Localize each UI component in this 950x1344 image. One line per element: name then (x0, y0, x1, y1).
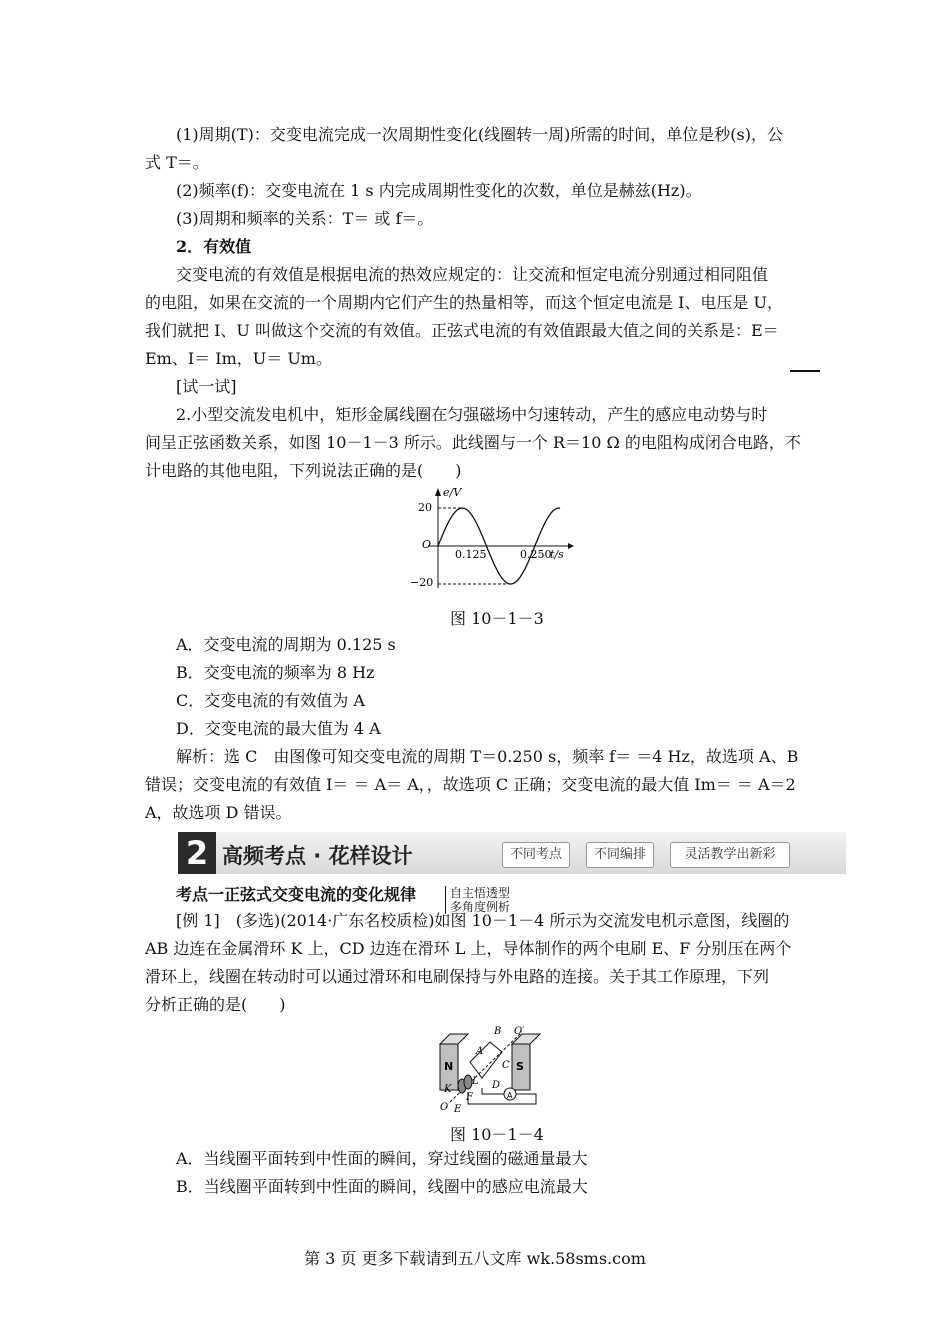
section-banner (178, 832, 846, 874)
text-line: 的电阻，如果在交流的一个周期内它们产生的热量相等，而这个恒定电流是 I、电压是 U， (145, 293, 783, 312)
x-axis-arrow (568, 543, 574, 549)
x-axis-label: t/s (550, 548, 564, 561)
banner-title: 高频考点 · 花样设计 (222, 844, 413, 868)
option-a: A．当线圈平面转到中性面的瞬间，穿过线圈的磁通量最大 (176, 1149, 588, 1168)
example-line: AB 边连在金属滑环 K 上，CD 边连在滑环 L 上，导体制作的两个电刷 E、F 分别压在两个 (145, 939, 792, 958)
label-e: E (454, 1104, 462, 1114)
label-s: S (516, 1060, 524, 1073)
analysis-line: A，故选项 D 错误。 (145, 803, 292, 822)
example-line: 分析正确的是( ) (145, 995, 286, 1014)
side-note-line: 多角度例析 (450, 900, 511, 914)
text-line: 2.小型交流发电机中，矩形金属线圈在匀强磁场中匀速转动，产生的感应电动势与时 (176, 405, 768, 424)
tick-y-max: 20 (418, 501, 432, 514)
figure-caption: 图 10－1－3 (450, 609, 544, 628)
option-d: D．交变电流的最大值为 4 A (176, 719, 381, 738)
label-l: L (472, 1076, 479, 1087)
slip-ring-l (464, 1075, 472, 1089)
y-axis-arrow (435, 488, 441, 496)
label-c: C (502, 1060, 510, 1071)
text-line: Em、I＝ Im，U＝ Um。 (145, 349, 332, 368)
example-line: 滑环上，线圈在转动时可以通过滑环和电刷保持与外电路的连接。关于其工作原理，下列 (145, 967, 770, 986)
figure-caption: 图 10－1－4 (450, 1125, 544, 1144)
label-o: O (440, 1102, 449, 1113)
tick-y-min: −20 (410, 576, 434, 589)
tick-x-1: 0.125 (455, 548, 487, 561)
ammeter-label: A (507, 1091, 513, 1100)
text-line: (2)频率(f)：交变电流在 1 s 内完成周期性变化的次数，单位是赫兹(Hz)。 (176, 181, 702, 200)
text-line: 我们就把 I、U 叫做这个交流的有效值。正弦式电流的有效值跟最大值之间的关系是：E＝ (145, 321, 779, 340)
label-a: A (476, 1046, 484, 1057)
origin-label: O (422, 538, 432, 551)
generator-diagram (430, 1022, 550, 1114)
option-c: C．交变电流的有效值为 A (176, 691, 365, 710)
text-line: 式 T＝。 (145, 153, 209, 172)
text-line: 间呈正弦函数关系，如图 10－1－3 所示。此线圈与一个 R＝10 Ω 的电阻构成闭合电路，不 (145, 433, 801, 452)
analysis-line: 解析：选 C 由图像可知交变电流的周期 T＝0.250 s，频率 f＝ ＝4 Hz，故选项 A、B (176, 747, 799, 766)
page-footer: 第 3 页 更多下载请到五八文库 wk.58sms.com (304, 1249, 646, 1268)
text-line: 计电路的其他电阻，下列说法正确的是( ) (145, 461, 462, 480)
side-note-line: 自主悟透型 (450, 886, 511, 900)
y-axis-label: e/V (443, 486, 462, 499)
sine-wave-chart (400, 484, 580, 594)
text-line: 交变电流的有效值是根据电流的热效应规定的：让交流和恒定电流分别通过相同阻值 (176, 265, 769, 284)
option-a: A．交变电流的周期为 0.125 s (176, 635, 396, 654)
magnet-n-top (440, 1034, 468, 1044)
section-heading: 考点一正弦式交变电流的变化规律 (176, 885, 417, 904)
subheading: 2．有效值 (176, 237, 252, 256)
label-o-prime: O′ (514, 1026, 525, 1037)
option-b: B．交变电流的频率为 8 Hz (176, 663, 375, 682)
tick-x-2: 0.250 (520, 548, 552, 561)
banner-tag: 不同考点 (502, 842, 570, 868)
subheading: [试一试] (176, 377, 237, 396)
banner-tag: 不同编排 (586, 842, 654, 868)
decorative-dash (790, 370, 820, 372)
text-line: (3)周期和频率的关系：T＝ 或 f＝。 (176, 209, 434, 228)
analysis-line: 错误；交变电流的有效值 I＝ ＝ A＝ A，，故选项 C 正确；交变电流的最大值 Im＝ ＝ A＝2 (145, 775, 796, 794)
label-n: N (444, 1060, 454, 1073)
text-line: (1)周期(T)：交变电流完成一次周期性变化(线圈转一周)所需的时间，单位是秒(s)，公 (176, 125, 784, 144)
coil (470, 1042, 502, 1078)
example-line: [例 1] (多选)(2014·广东名校质检)如图 10－1－4 所示为交流发电机示意图，线圈的 (176, 911, 790, 930)
label-f: F (466, 1092, 473, 1103)
label-k: K (444, 1084, 452, 1095)
label-b: B (494, 1026, 502, 1037)
label-d: D (492, 1080, 501, 1091)
option-b: B．当线圈平面转到中性面的瞬间，线圈中的感应电流最大 (176, 1177, 588, 1196)
banner-number: 2 (178, 832, 216, 874)
banner-tag: 灵活教学出新彩 (670, 842, 790, 868)
